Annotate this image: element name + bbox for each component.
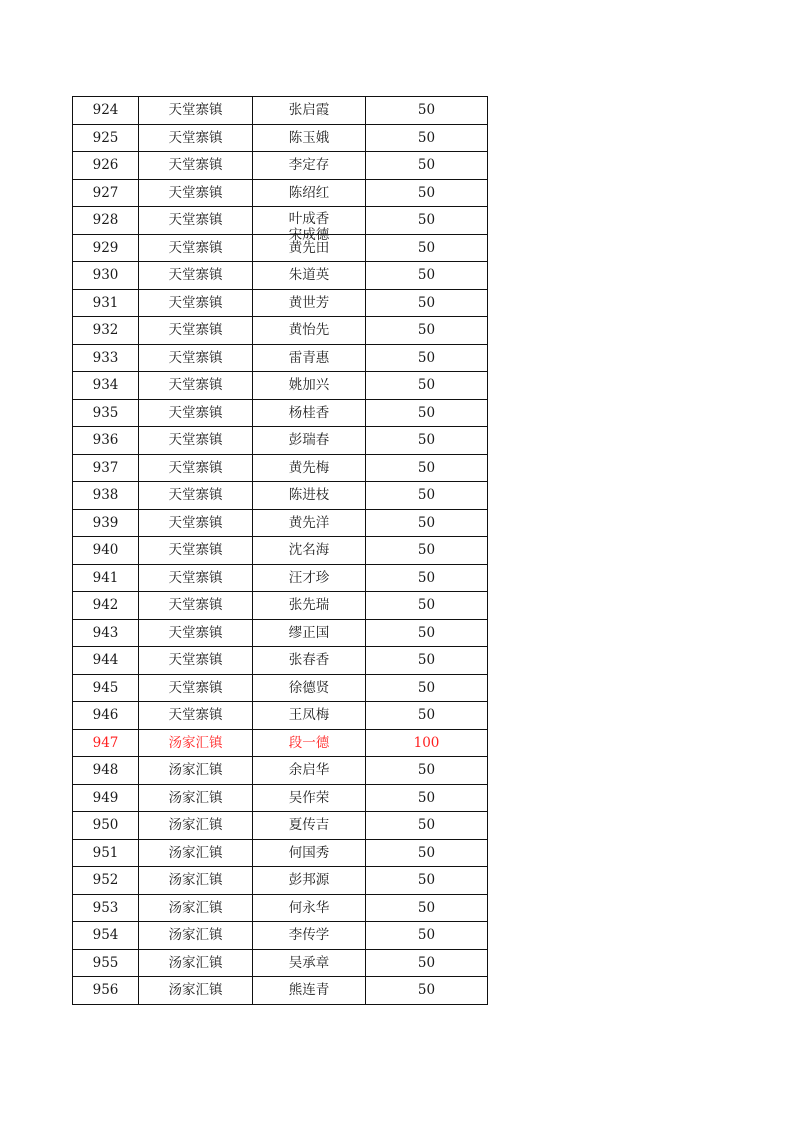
name-cell: 张春香	[253, 647, 366, 675]
amount-cell: 50	[366, 97, 488, 125]
name-cell: 沈名海	[253, 537, 366, 565]
serial-number-cell: 955	[73, 949, 139, 977]
town-cell: 天堂寨镇	[139, 399, 253, 427]
town-cell: 天堂寨镇	[139, 262, 253, 290]
amount-cell: 50	[366, 537, 488, 565]
serial-number-cell: 926	[73, 152, 139, 180]
serial-number-cell: 939	[73, 509, 139, 537]
town-cell: 汤家汇镇	[139, 839, 253, 867]
amount-cell: 50	[366, 234, 488, 262]
name-cell: 黄怡先	[253, 317, 366, 345]
serial-number-cell: 949	[73, 784, 139, 812]
amount-cell: 50	[366, 427, 488, 455]
table-row	[73, 784, 488, 812]
name-cell: 陈进枝	[253, 482, 366, 510]
table-row	[73, 262, 488, 290]
town-cell: 天堂寨镇	[139, 427, 253, 455]
amount-cell: 50	[366, 702, 488, 730]
serial-number-cell: 950	[73, 812, 139, 840]
town-cell: 天堂寨镇	[139, 647, 253, 675]
name-cell: 姚加兴	[253, 372, 366, 400]
name-cell: 段一德	[253, 729, 366, 757]
town-cell: 天堂寨镇	[139, 702, 253, 730]
table-row	[73, 234, 488, 262]
serial-number-cell: 947	[73, 729, 139, 757]
town-cell: 天堂寨镇	[139, 344, 253, 372]
name-cell: 熊连青	[253, 977, 366, 1005]
serial-number-cell: 931	[73, 289, 139, 317]
amount-cell: 50	[366, 812, 488, 840]
amount-cell: 50	[366, 592, 488, 620]
amount-cell: 50	[366, 454, 488, 482]
name-cell: 彭邦源	[253, 867, 366, 895]
amount-cell: 50	[366, 207, 488, 235]
name-cell: 余启华	[253, 757, 366, 785]
amount-cell: 50	[366, 867, 488, 895]
name-cell: 徐德贤	[253, 674, 366, 702]
town-cell: 汤家汇镇	[139, 949, 253, 977]
name-cell: 朱道英	[253, 262, 366, 290]
table-row	[73, 372, 488, 400]
serial-number-cell: 941	[73, 564, 139, 592]
name-cell: 黄先梅	[253, 454, 366, 482]
table-row	[73, 207, 488, 235]
amount-cell: 50	[366, 509, 488, 537]
table-row	[73, 674, 488, 702]
amount-cell: 50	[366, 949, 488, 977]
name-cell: 黄先田	[253, 234, 366, 262]
table-row	[73, 977, 488, 1005]
name-cell	[253, 207, 366, 244]
name-cell: 陈玉娥	[253, 124, 366, 152]
town-cell: 天堂寨镇	[139, 372, 253, 400]
name-cell-wrapped-text	[253, 207, 365, 244]
table-row	[73, 427, 488, 455]
amount-cell: 50	[366, 482, 488, 510]
serial-number-cell: 934	[73, 372, 139, 400]
table-row	[73, 152, 488, 180]
serial-number-cell: 930	[73, 262, 139, 290]
amount-cell: 50	[366, 894, 488, 922]
table-row	[73, 124, 488, 152]
amount-cell: 50	[366, 317, 488, 345]
table-row	[73, 97, 488, 125]
town-cell: 汤家汇镇	[139, 977, 253, 1005]
town-cell: 天堂寨镇	[139, 564, 253, 592]
serial-number-cell: 932	[73, 317, 139, 345]
serial-number-cell: 927	[73, 179, 139, 207]
serial-number-cell: 946	[73, 702, 139, 730]
table-row	[73, 317, 488, 345]
town-cell: 汤家汇镇	[139, 729, 253, 757]
town-cell: 天堂寨镇	[139, 152, 253, 180]
table-row	[73, 592, 488, 620]
table-row	[73, 894, 488, 922]
serial-number-cell: 928	[73, 207, 139, 235]
name-cell: 杨桂香	[253, 399, 366, 427]
name-cell: 李传学	[253, 922, 366, 950]
serial-number-cell: 948	[73, 757, 139, 785]
name-cell: 黄世芳	[253, 289, 366, 317]
amount-cell: 50	[366, 152, 488, 180]
amount-cell: 50	[366, 784, 488, 812]
town-cell: 天堂寨镇	[139, 234, 253, 262]
amount-cell: 50	[366, 647, 488, 675]
town-cell: 天堂寨镇	[139, 454, 253, 482]
name-cell: 吴承章	[253, 949, 366, 977]
table-row	[73, 757, 488, 785]
amount-cell: 50	[366, 399, 488, 427]
amount-cell: 50	[366, 344, 488, 372]
serial-number-cell: 951	[73, 839, 139, 867]
town-cell: 天堂寨镇	[139, 482, 253, 510]
amount-cell: 50	[366, 179, 488, 207]
name-cell: 彭瑞春	[253, 427, 366, 455]
name-cell: 雷青惠	[253, 344, 366, 372]
town-cell: 天堂寨镇	[139, 179, 253, 207]
table-row	[73, 949, 488, 977]
serial-number-cell: 925	[73, 124, 139, 152]
town-cell: 天堂寨镇	[139, 317, 253, 345]
table-row	[73, 179, 488, 207]
serial-number-cell: 943	[73, 619, 139, 647]
town-cell: 汤家汇镇	[139, 894, 253, 922]
amount-cell: 50	[366, 262, 488, 290]
table-row	[73, 702, 488, 730]
town-cell: 天堂寨镇	[139, 289, 253, 317]
name-cell: 张先瑞	[253, 592, 366, 620]
town-cell: 汤家汇镇	[139, 784, 253, 812]
serial-number-cell: 945	[73, 674, 139, 702]
amount-cell: 50	[366, 619, 488, 647]
town-cell: 天堂寨镇	[139, 124, 253, 152]
name-cell: 汪才珍	[253, 564, 366, 592]
serial-number-cell: 929	[73, 234, 139, 262]
table-row	[73, 454, 488, 482]
serial-number-cell: 940	[73, 537, 139, 565]
name-cell: 张启霞	[253, 97, 366, 125]
table-row	[73, 922, 488, 950]
serial-number-cell: 953	[73, 894, 139, 922]
serial-number-cell: 935	[73, 399, 139, 427]
town-cell: 天堂寨镇	[139, 674, 253, 702]
name-cell: 陈绍红	[253, 179, 366, 207]
amount-cell: 50	[366, 564, 488, 592]
table-row	[73, 399, 488, 427]
table-row	[73, 729, 488, 757]
amount-cell: 100	[366, 729, 488, 757]
table-row	[73, 839, 488, 867]
table-row	[73, 537, 488, 565]
name-cell: 何永华	[253, 894, 366, 922]
amount-cell: 50	[366, 289, 488, 317]
town-cell: 天堂寨镇	[139, 592, 253, 620]
table-row	[73, 344, 488, 372]
serial-number-cell: 936	[73, 427, 139, 455]
name-cell: 王凤梅	[253, 702, 366, 730]
name-overflow: 宋成德	[288, 227, 330, 244]
serial-number-cell: 924	[73, 97, 139, 125]
table-row	[73, 482, 488, 510]
name-primary: 叶成香	[288, 211, 330, 228]
name-cell: 缪正国	[253, 619, 366, 647]
name-cell: 吴作荣	[253, 784, 366, 812]
serial-number-cell: 944	[73, 647, 139, 675]
table-row	[73, 509, 488, 537]
serial-number-cell: 937	[73, 454, 139, 482]
amount-cell: 50	[366, 124, 488, 152]
amount-cell: 50	[366, 757, 488, 785]
town-cell: 汤家汇镇	[139, 867, 253, 895]
table-row	[73, 564, 488, 592]
town-cell: 汤家汇镇	[139, 812, 253, 840]
table-row	[73, 867, 488, 895]
table-row	[73, 812, 488, 840]
roster-table-body	[73, 97, 488, 1005]
town-cell: 汤家汇镇	[139, 757, 253, 785]
serial-number-cell: 956	[73, 977, 139, 1005]
town-cell: 天堂寨镇	[139, 509, 253, 537]
amount-cell: 50	[366, 977, 488, 1005]
town-cell: 汤家汇镇	[139, 922, 253, 950]
serial-number-cell: 942	[73, 592, 139, 620]
serial-number-cell: 952	[73, 867, 139, 895]
name-cell: 何国秀	[253, 839, 366, 867]
serial-number-cell: 954	[73, 922, 139, 950]
table-row	[73, 619, 488, 647]
amount-cell: 50	[366, 922, 488, 950]
serial-number-cell: 933	[73, 344, 139, 372]
table-row	[73, 289, 488, 317]
town-cell: 天堂寨镇	[139, 207, 253, 235]
town-cell: 天堂寨镇	[139, 619, 253, 647]
serial-number-cell: 938	[73, 482, 139, 510]
name-cell: 李定存	[253, 152, 366, 180]
amount-cell: 50	[366, 839, 488, 867]
roster-table	[72, 96, 488, 1005]
table-row	[73, 647, 488, 675]
name-cell: 黄先洋	[253, 509, 366, 537]
amount-cell: 50	[366, 372, 488, 400]
amount-cell: 50	[366, 674, 488, 702]
name-cell: 夏传吉	[253, 812, 366, 840]
town-cell: 天堂寨镇	[139, 97, 253, 125]
town-cell: 天堂寨镇	[139, 537, 253, 565]
